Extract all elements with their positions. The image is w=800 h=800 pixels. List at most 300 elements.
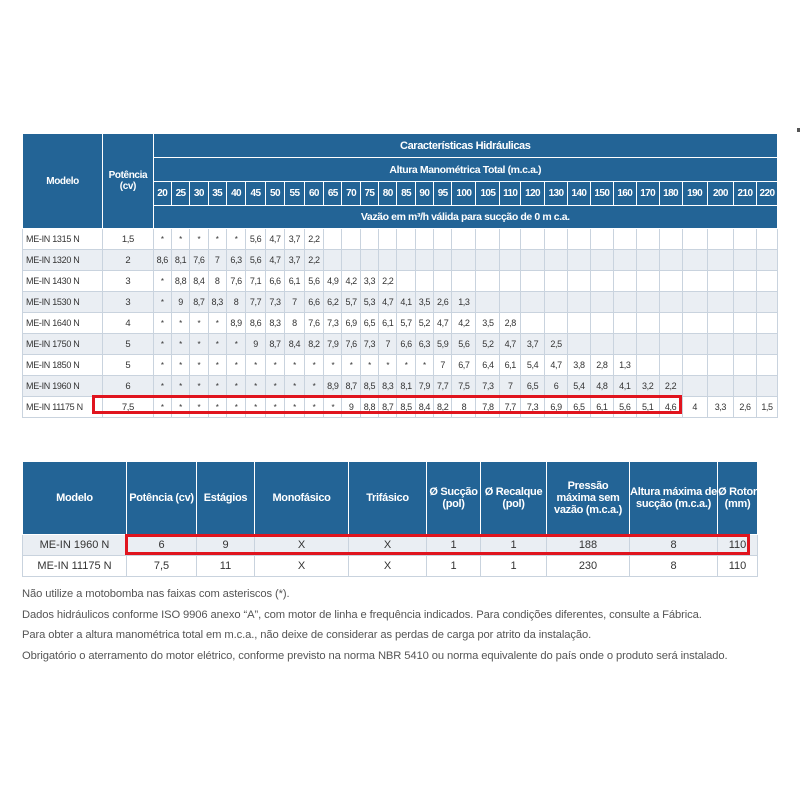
flow-cell: 2,2 — [304, 250, 323, 271]
flow-cell — [682, 334, 707, 355]
flow-cell: 6,7 — [452, 355, 476, 376]
height-col-header: 80 — [379, 182, 397, 206]
flow-cell: 6,1 — [379, 313, 397, 334]
height-col-header: 160 — [613, 182, 636, 206]
flow-cell: * — [285, 397, 304, 418]
flow-cell: * — [171, 376, 189, 397]
flow-cell — [613, 271, 636, 292]
flow-cell — [324, 250, 342, 271]
spec-cell: 7,5 — [127, 556, 197, 577]
flow-cell: 8,5 — [360, 376, 378, 397]
spec-cell: 110 — [718, 535, 758, 556]
height-col-header: 190 — [682, 182, 707, 206]
flow-cell — [434, 229, 452, 250]
flow-cell: 8,3 — [208, 292, 226, 313]
flow-cell: 5,9 — [434, 334, 452, 355]
flow-cell: 9 — [342, 397, 360, 418]
flow-cell: 8 — [226, 292, 245, 313]
flow-cell: * — [171, 334, 189, 355]
flow-cell — [521, 313, 545, 334]
flow-cell: * — [208, 397, 226, 418]
flow-cell: 7,6 — [342, 334, 360, 355]
height-col-header: 50 — [265, 182, 284, 206]
flow-cell: * — [285, 355, 304, 376]
flow-cell: 6,1 — [500, 355, 521, 376]
flow-cell: 3,7 — [285, 250, 304, 271]
power-column-header: Potência (cv) — [103, 134, 153, 229]
flow-cell: 7,6 — [226, 271, 245, 292]
flow-cell — [500, 292, 521, 313]
flow-cell: * — [153, 271, 171, 292]
model-cell: ME-IN 11175 N — [23, 397, 103, 418]
flow-cell: 6,4 — [476, 355, 500, 376]
flow-cell — [545, 250, 568, 271]
height-col-header: 25 — [171, 182, 189, 206]
flow-cell: 8,2 — [304, 334, 323, 355]
flow-cell — [636, 250, 659, 271]
flow-cell — [682, 250, 707, 271]
spec-cell: X — [255, 556, 349, 577]
flow-cell — [500, 250, 521, 271]
flow-cell: * — [265, 397, 284, 418]
flow-cell — [682, 292, 707, 313]
height-col-header: 95 — [434, 182, 452, 206]
height-col-header: 65 — [324, 182, 342, 206]
flow-cell: 8,1 — [397, 376, 415, 397]
flow-cell — [590, 229, 613, 250]
flow-cell: 7,6 — [304, 313, 323, 334]
flow-cell: * — [304, 355, 323, 376]
model-cell: ME-IN 1750 N — [23, 334, 103, 355]
table-row — [23, 556, 758, 577]
flow-cell: 9 — [246, 334, 265, 355]
spec-cell: 9 — [197, 535, 255, 556]
flow-cell — [452, 229, 476, 250]
flow-cell: 8,1 — [171, 250, 189, 271]
flow-cell: * — [171, 355, 189, 376]
table-row — [23, 271, 778, 292]
flow-cell — [682, 355, 707, 376]
flow-cell — [568, 229, 591, 250]
flow-cell: 7,1 — [246, 271, 265, 292]
flow-cell: * — [415, 355, 433, 376]
flow-cell — [545, 229, 568, 250]
flow-cell — [521, 271, 545, 292]
flow-cell: * — [226, 334, 245, 355]
spec-cell: ME-IN 11175 N — [23, 556, 127, 577]
flow-cell — [613, 229, 636, 250]
flow-cell: 5,2 — [476, 334, 500, 355]
flow-cell — [756, 292, 777, 313]
flow-cell: 8 — [285, 313, 304, 334]
flow-cell: * — [246, 376, 265, 397]
flow-cell — [756, 229, 777, 250]
flow-cell — [756, 250, 777, 271]
flow-cell: 2,2 — [379, 271, 397, 292]
flow-cell: * — [304, 376, 323, 397]
flow-cell: 5,2 — [415, 313, 433, 334]
flow-cell: 6,9 — [545, 397, 568, 418]
flow-cell: 5,6 — [304, 271, 323, 292]
flow-cell — [568, 250, 591, 271]
flow-cell: 6,5 — [360, 313, 378, 334]
table-row — [23, 229, 778, 250]
height-col-header: 140 — [568, 182, 591, 206]
spec-cell: 1 — [427, 535, 481, 556]
model-cell: ME-IN 1640 N — [23, 313, 103, 334]
table-row — [23, 355, 778, 376]
flow-cell — [734, 250, 757, 271]
flow-cell — [590, 334, 613, 355]
power-cell: 2 — [103, 250, 153, 271]
flow-cell: * — [226, 355, 245, 376]
height-col-header: 70 — [342, 182, 360, 206]
power-cell: 3 — [103, 271, 153, 292]
flow-cell: 3,8 — [568, 355, 591, 376]
flow-cell: 4,1 — [613, 376, 636, 397]
flow-cell — [415, 229, 433, 250]
flow-cell: 8,6 — [153, 250, 171, 271]
flow-cell: 1,5 — [756, 397, 777, 418]
flow-cell — [636, 313, 659, 334]
flow-cell: 4,7 — [265, 250, 284, 271]
flow-cell: * — [153, 397, 171, 418]
flow-cell: 4,6 — [659, 397, 682, 418]
spec-col-header: Ø Sucção (pol) — [427, 462, 481, 535]
flow-cell: * — [397, 355, 415, 376]
flow-cell — [590, 250, 613, 271]
flow-cell: 8,3 — [379, 376, 397, 397]
flow-cell — [379, 250, 397, 271]
spec-cell: 110 — [718, 556, 758, 577]
flow-cell — [360, 250, 378, 271]
flow-cell — [545, 271, 568, 292]
height-col-header: 75 — [360, 182, 378, 206]
flow-cell: 7 — [208, 250, 226, 271]
spec-col-header: Trifásico — [349, 462, 427, 535]
flow-cell: 9 — [171, 292, 189, 313]
flow-cell — [452, 271, 476, 292]
flow-cell — [500, 271, 521, 292]
flow-cell: 8,7 — [379, 397, 397, 418]
flow-cell — [756, 376, 777, 397]
flow-cell: 7,3 — [476, 376, 500, 397]
flow-cell: 6,1 — [590, 397, 613, 418]
flow-cell — [734, 376, 757, 397]
flow-cell: * — [153, 334, 171, 355]
flow-cell — [568, 313, 591, 334]
flow-cell: 3,3 — [360, 271, 378, 292]
flow-cell: 4,7 — [500, 334, 521, 355]
hydraulic-characteristics-table — [22, 133, 778, 418]
flow-cell — [360, 229, 378, 250]
flow-cell — [521, 292, 545, 313]
power-cell: 4 — [103, 313, 153, 334]
height-col-header: 180 — [659, 182, 682, 206]
spec-cell: 8 — [630, 556, 718, 577]
flow-cell: * — [304, 397, 323, 418]
flow-cell — [613, 292, 636, 313]
model-specs-table — [22, 461, 758, 577]
flow-cell: 6,6 — [397, 334, 415, 355]
flow-cell: 7,8 — [476, 397, 500, 418]
power-cell: 3 — [103, 292, 153, 313]
flow-cell: 7,7 — [500, 397, 521, 418]
flow-cell — [613, 334, 636, 355]
table-row — [23, 250, 778, 271]
flow-cell: 7 — [379, 334, 397, 355]
flow-cell — [734, 334, 757, 355]
flow-cell: * — [265, 376, 284, 397]
flow-cell: * — [153, 229, 171, 250]
power-cell: 6 — [103, 376, 153, 397]
flow-cell: 5,4 — [521, 355, 545, 376]
flow-cell: * — [226, 229, 245, 250]
flow-cell: * — [324, 397, 342, 418]
flow-cell — [707, 250, 733, 271]
model-cell: ME-IN 1320 N — [23, 250, 103, 271]
flow-cell — [734, 313, 757, 334]
flow-cell — [636, 229, 659, 250]
flow-cell: 7,9 — [415, 376, 433, 397]
height-col-header: 210 — [734, 182, 757, 206]
flow-cell — [500, 229, 521, 250]
flow-cell — [707, 229, 733, 250]
spec-cell: 1 — [481, 535, 547, 556]
flow-cell — [397, 271, 415, 292]
flow-cell: * — [324, 355, 342, 376]
power-cell: 5 — [103, 334, 153, 355]
flow-cell: * — [208, 376, 226, 397]
flow-cell: 7 — [434, 355, 452, 376]
flow-cell: * — [208, 334, 226, 355]
height-col-header: 55 — [285, 182, 304, 206]
height-col-header: 35 — [208, 182, 226, 206]
flow-cell: 1,3 — [613, 355, 636, 376]
flow-cell: 6,6 — [265, 271, 284, 292]
model-cell: ME-IN 1430 N — [23, 271, 103, 292]
height-col-header: 30 — [190, 182, 208, 206]
flow-cell: * — [285, 376, 304, 397]
flow-cell: 4,2 — [342, 271, 360, 292]
flow-cell: * — [190, 397, 208, 418]
flow-cell — [659, 271, 682, 292]
height-col-header: 45 — [246, 182, 265, 206]
flow-cell: * — [190, 313, 208, 334]
spec-col-header: Ø Recalque (pol) — [481, 462, 547, 535]
flow-cell — [682, 313, 707, 334]
flow-cell: 5,3 — [360, 292, 378, 313]
power-cell: 7,5 — [103, 397, 153, 418]
flow-cell: 4,7 — [379, 292, 397, 313]
flow-cell — [590, 313, 613, 334]
flow-cell: 4,1 — [397, 292, 415, 313]
flow-cell — [521, 229, 545, 250]
flow-cell: * — [190, 229, 208, 250]
flow-cell: 2,8 — [500, 313, 521, 334]
spec-cell: 11 — [197, 556, 255, 577]
flow-cell: * — [190, 355, 208, 376]
flow-cell: 6,1 — [285, 271, 304, 292]
flow-cell: 6,3 — [226, 250, 245, 271]
flow-cell: 7,3 — [360, 334, 378, 355]
height-col-header: 120 — [521, 182, 545, 206]
spec-col-header: Altura máxima de sucção (m.c.a.) — [630, 462, 718, 535]
flow-cell: 3,7 — [521, 334, 545, 355]
flow-cell: 6,5 — [521, 376, 545, 397]
flow-cell: * — [379, 355, 397, 376]
flow-cell: 7,3 — [521, 397, 545, 418]
hydraulic-group-header: Características Hidráulicas — [153, 134, 777, 158]
flow-cell — [476, 250, 500, 271]
height-col-header: 150 — [590, 182, 613, 206]
height-col-header: 130 — [545, 182, 568, 206]
flow-cell — [707, 313, 733, 334]
flow-cell — [682, 376, 707, 397]
flow-cell: 6,9 — [342, 313, 360, 334]
flow-cell: * — [171, 229, 189, 250]
table-row — [23, 334, 778, 355]
flow-cell — [659, 334, 682, 355]
spec-col-header: Monofásico — [255, 462, 349, 535]
flow-cell: 8,4 — [190, 271, 208, 292]
flow-cell — [324, 229, 342, 250]
flow-cell: 5,7 — [342, 292, 360, 313]
power-cell: 5 — [103, 355, 153, 376]
flow-cell — [636, 271, 659, 292]
spec-col-header: Estágios — [197, 462, 255, 535]
flow-cell: 3,3 — [707, 397, 733, 418]
flow-cell — [659, 229, 682, 250]
flow-cell — [521, 250, 545, 271]
flow-cell — [707, 334, 733, 355]
flow-cell: 5,7 — [397, 313, 415, 334]
flow-cell: * — [153, 313, 171, 334]
flow-cell — [342, 229, 360, 250]
flow-cell: 2,5 — [545, 334, 568, 355]
flow-cell: * — [246, 397, 265, 418]
spec-col-header: Modelo — [23, 462, 127, 535]
flow-cell — [707, 271, 733, 292]
spec-cell: 6 — [127, 535, 197, 556]
notes-section — [22, 584, 792, 666]
flow-cell: 7 — [285, 292, 304, 313]
flow-cell: 2,6 — [734, 397, 757, 418]
flow-cell: 7,7 — [434, 376, 452, 397]
flow-cell: 5,6 — [613, 397, 636, 418]
flow-cell: * — [342, 355, 360, 376]
flow-cell — [636, 334, 659, 355]
flow-cell — [707, 292, 733, 313]
note-head-loss: Para obter a altura manométrica total em m.c.a., não deixe de considerar as perdas de carga por atrito da instalação. — [22, 629, 592, 641]
flow-cell — [545, 292, 568, 313]
flow-cell: 7,7 — [246, 292, 265, 313]
flow-cell: 1,3 — [452, 292, 476, 313]
flow-cell: * — [208, 355, 226, 376]
flow-cell: 8,4 — [415, 397, 433, 418]
flow-cell — [434, 250, 452, 271]
flow-cell: 7 — [500, 376, 521, 397]
flow-cell — [568, 292, 591, 313]
height-col-header: 170 — [636, 182, 659, 206]
flow-cell: 8,4 — [285, 334, 304, 355]
flow-cell: 2,8 — [590, 355, 613, 376]
flow-cell — [756, 355, 777, 376]
flow-cell: 2,2 — [304, 229, 323, 250]
flow-cell: 8,7 — [190, 292, 208, 313]
flow-cell: 6,5 — [568, 397, 591, 418]
model-cell: ME-IN 1315 N — [23, 229, 103, 250]
flow-cell: * — [171, 313, 189, 334]
flow-cell: * — [208, 313, 226, 334]
spec-col-header: Pressão máxima sem vazão (m.c.a.) — [547, 462, 630, 535]
flow-cell — [659, 313, 682, 334]
flow-cell: 6 — [545, 376, 568, 397]
flow-rate-header: Vazão em m³/h válida para sucção de 0 m c.a. — [153, 206, 777, 229]
flow-cell — [434, 271, 452, 292]
flow-cell: 7,3 — [265, 292, 284, 313]
spec-col-header: Ø Rotor (mm) — [718, 462, 758, 535]
flow-cell: 8 — [208, 271, 226, 292]
flow-cell: 8,3 — [265, 313, 284, 334]
flow-cell — [568, 271, 591, 292]
model-cell: ME-IN 1960 N — [23, 376, 103, 397]
table-row — [23, 535, 758, 556]
table-row — [23, 376, 778, 397]
flow-cell — [659, 355, 682, 376]
flow-cell: 7,6 — [190, 250, 208, 271]
flow-cell: * — [226, 397, 245, 418]
flow-cell: 3,5 — [476, 313, 500, 334]
flow-cell — [476, 271, 500, 292]
flow-cell — [659, 292, 682, 313]
flow-cell — [613, 313, 636, 334]
flow-cell — [734, 292, 757, 313]
spec-cell: X — [349, 556, 427, 577]
flow-cell — [397, 229, 415, 250]
flow-cell: * — [360, 355, 378, 376]
flow-cell: * — [226, 376, 245, 397]
flow-cell: * — [153, 376, 171, 397]
flow-cell: 4,7 — [434, 313, 452, 334]
flow-cell: 3,2 — [636, 376, 659, 397]
flow-cell — [397, 250, 415, 271]
flow-cell: 6,3 — [415, 334, 433, 355]
spec-cell: ME-IN 1960 N — [23, 535, 127, 556]
flow-cell: 5,6 — [246, 250, 265, 271]
flow-cell: 8,2 — [434, 397, 452, 418]
flow-cell: 5,1 — [636, 397, 659, 418]
flow-cell: 8,9 — [226, 313, 245, 334]
flow-cell: 3,5 — [415, 292, 433, 313]
flow-cell: 5,6 — [452, 334, 476, 355]
power-cell: 1,5 — [103, 229, 153, 250]
flow-cell — [756, 271, 777, 292]
table-row — [23, 397, 778, 418]
flow-cell — [545, 313, 568, 334]
height-col-header: 105 — [476, 182, 500, 206]
flow-cell: 6,6 — [304, 292, 323, 313]
flow-cell: 4,7 — [265, 229, 284, 250]
flow-cell: 4,2 — [452, 313, 476, 334]
height-col-header: 20 — [153, 182, 171, 206]
flow-cell — [707, 376, 733, 397]
flow-cell — [568, 334, 591, 355]
flow-cell: 8,6 — [246, 313, 265, 334]
flow-cell: 4,7 — [545, 355, 568, 376]
table-row — [23, 292, 778, 313]
spec-cell: 188 — [547, 535, 630, 556]
